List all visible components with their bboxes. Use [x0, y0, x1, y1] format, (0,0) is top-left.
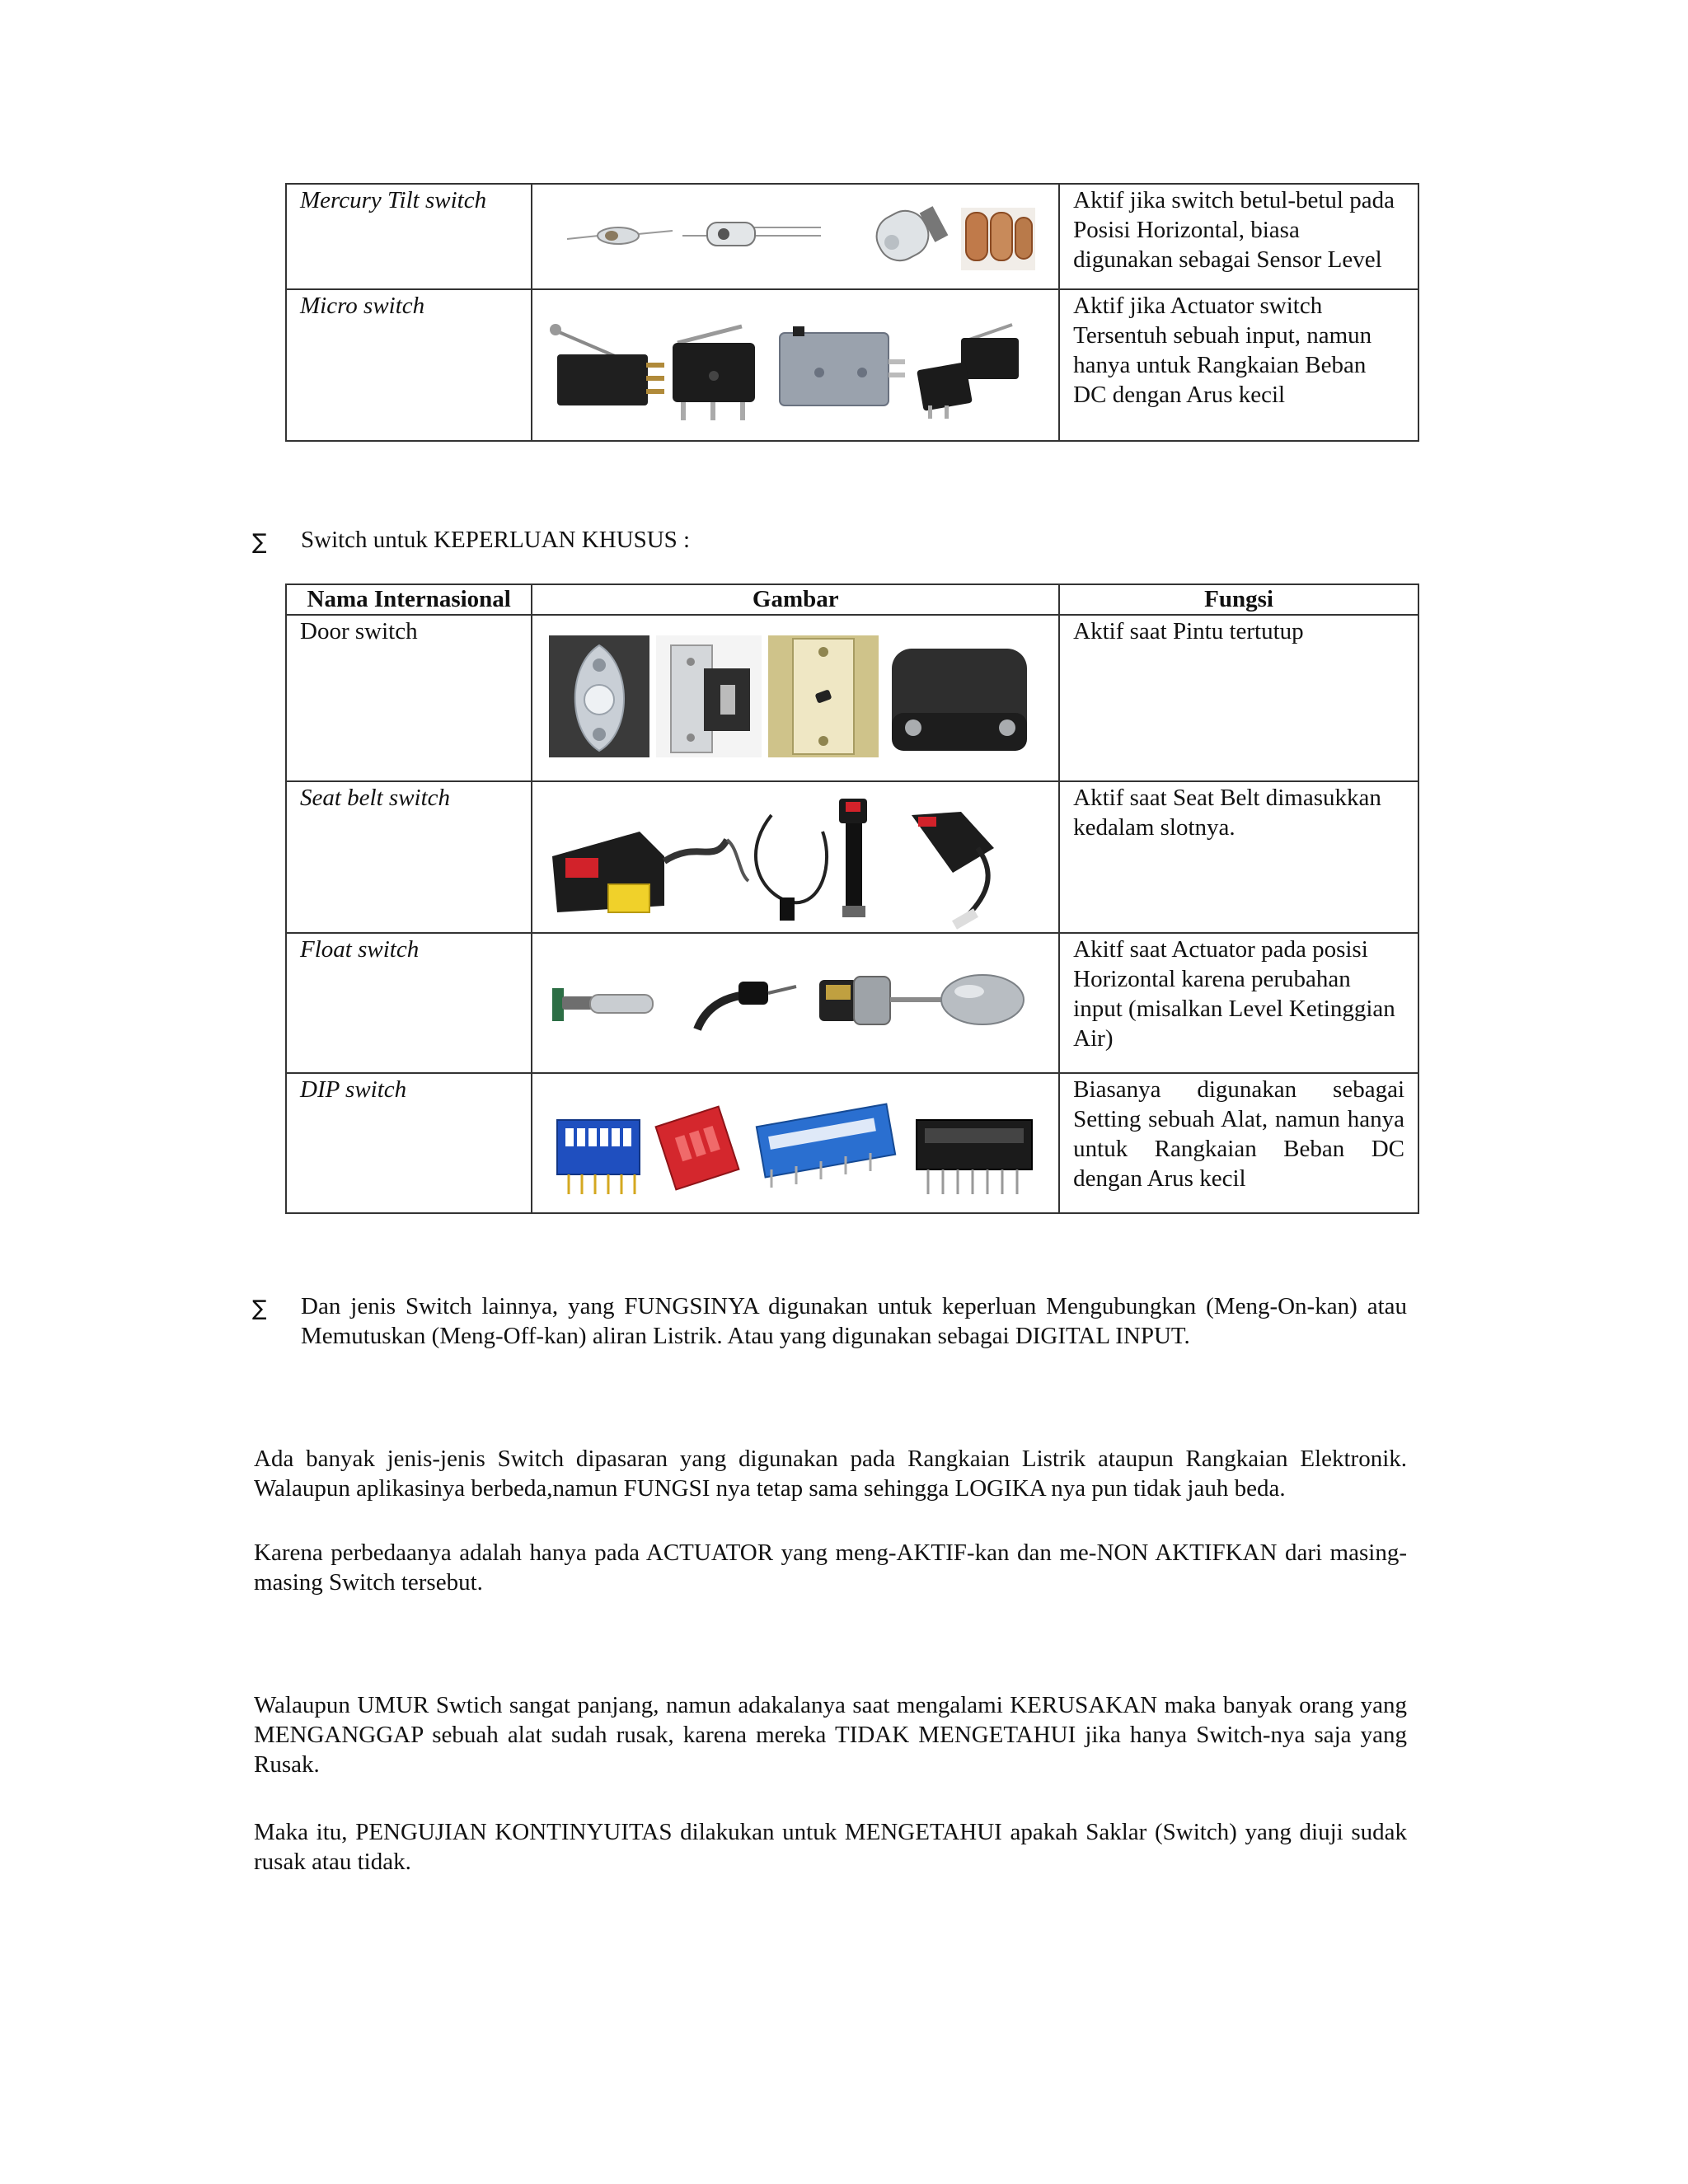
mercury-tilt-switch-photos [532, 185, 1048, 288]
table-row [286, 933, 1418, 1073]
header-gambar: Gambar [532, 584, 1059, 615]
switch-name-cell: DIP switch [286, 1073, 532, 1213]
dip-switch-red-3 [656, 1106, 739, 1189]
switch-name-cell: Float switch [286, 933, 532, 1073]
float-switch-image [532, 933, 1059, 1073]
door-switch-1 [549, 635, 649, 757]
header-nama-internasional: Nama Internasional [286, 584, 532, 615]
switch-function-cell: Aktif saat Pintu tertutup [1059, 615, 1418, 781]
switch-function-cell: Akitf saat Actuator pada posisi Horizontal karena perubahan input (misalkan Level Ketinggian Air) [1059, 933, 1418, 1073]
paragraph-pengujian-kontinyuitas: Maka itu, PENGUJIAN KONTINYUITAS dilakukan untuk MENGETAHUI apakah Saklar (Switch) yang diuji sudak rusak atau tidak. [254, 1819, 1407, 1875]
switch-function-cell: Aktif jika Actuator switch Tersentuh sebuah input, namun hanya untuk Rangkaian Beban DC dengan Arus kecil [1059, 289, 1418, 441]
micro-switch-3 [780, 326, 905, 405]
seat-belt-wire [756, 815, 827, 921]
bullet-symbol: ∑ [252, 1296, 267, 1321]
mercury-switch-3 [870, 204, 949, 269]
float-switch-photos [532, 934, 1048, 1072]
mercury-switch-4 [961, 208, 1035, 270]
table-row [286, 781, 1418, 933]
micro-switch-4 [917, 325, 1020, 419]
switch-name-cell: Micro switch [286, 289, 532, 441]
door-switch-2 [656, 635, 762, 757]
header-fungsi: Fungsi [1059, 584, 1418, 615]
micro-switch-1 [550, 324, 664, 405]
switch-function-cell: Biasanya digunakan sebagai Setting sebuah Alat, namun hanya untuk Rangkaian Beban DC dengan Arus kecil [1059, 1073, 1418, 1213]
dip-switch-photos [532, 1074, 1048, 1212]
dip-switch-black-8 [917, 1120, 1032, 1194]
paragraph-jenis-switch: Ada banyak jenis-jenis Switch dipasaran yang digunakan pada Rangkaian Listrik ataupun Rangkaian Elektronik. Walaupun aplikasinya berbeda,namun FUNGSI nya tetap sama sehingga LOGIKA nya pun tidak jauh beda. [254, 1446, 1407, 1502]
paragraph-umur-switch: Walaupun UMUR Swtich sangat panjang, namun adakalanya saat mengalami KERUSAKAN maka banyak orang yang MENGANGGAP sebuah alat sudah rusak, karena mereka TIDAK MENGETAHUI jika hanya Switch-nya saja yang Rusak. [254, 1692, 1407, 1778]
float-switch-1 [552, 988, 653, 1021]
float-switch-2 [697, 982, 796, 1029]
bullet-symbol: ∑ [252, 530, 267, 555]
micro-switch-image [532, 289, 1059, 441]
door-switch-photos [532, 616, 1048, 780]
other-switch-types-text: Dan jenis Switch lainnya, yang FUNGSINYA digunakan untuk keperluan Mengubungkan (Meng-On-kan) atau Memutuskan (Meng-Off-kan) aliran Listrik. Atau yang digunakan sebagai DIGITAL INPUT. [301, 1293, 1407, 1349]
dip-switch-image [532, 1073, 1059, 1213]
seat-belt-switch-image [532, 781, 1059, 933]
seat-belt-stalk [839, 799, 867, 917]
table-row [286, 289, 1418, 441]
switch-function-cell: Aktif saat Seat Belt dimasukkan kedalam slotnya. [1059, 781, 1418, 933]
table-row [286, 1073, 1418, 1213]
table-header-row [286, 584, 1418, 615]
table-row [286, 615, 1418, 781]
switch-name-cell: Seat belt switch [286, 781, 532, 933]
mercury-tilt-switch-image [532, 184, 1059, 289]
switch-table-general [285, 183, 1419, 442]
switch-function-cell: Aktif jika switch betul-betul pada Posisi Horizontal, biasa digunakan sebagai Sensor Level [1059, 184, 1418, 289]
seat-belt-latch [912, 812, 994, 930]
micro-switch-2 [673, 326, 755, 420]
mercury-switch-1 [567, 227, 673, 244]
dip-switch-blue-6 [557, 1120, 640, 1194]
float-switch-3 [819, 975, 1024, 1024]
section-heading-keperluan-khusus: Switch untuk KEPERLUAN KHUSUS : [301, 527, 691, 553]
door-switch-4 [892, 649, 1027, 751]
seat-belt-switch-photos [532, 782, 1048, 932]
dip-switch-blue-10 [757, 1104, 895, 1187]
paragraph-perbedaan-actuator: Karena perbedaanya adalah hanya pada ACTUATOR yang meng-AKTIF-kan dan me-NON AKTIFKAN dari masing-masing Switch tersebut. [254, 1540, 1407, 1596]
mercury-switch-2 [682, 223, 821, 246]
switch-name-cell: Mercury Tilt switch [286, 184, 532, 289]
micro-switch-photos [532, 290, 1048, 440]
table-row [286, 184, 1418, 289]
door-switch-image [532, 615, 1059, 781]
switch-table-khusus [285, 583, 1419, 1214]
switch-name-cell: Door switch [286, 615, 532, 781]
seat-belt-buckle [552, 832, 748, 912]
door-switch-3 [768, 635, 879, 757]
